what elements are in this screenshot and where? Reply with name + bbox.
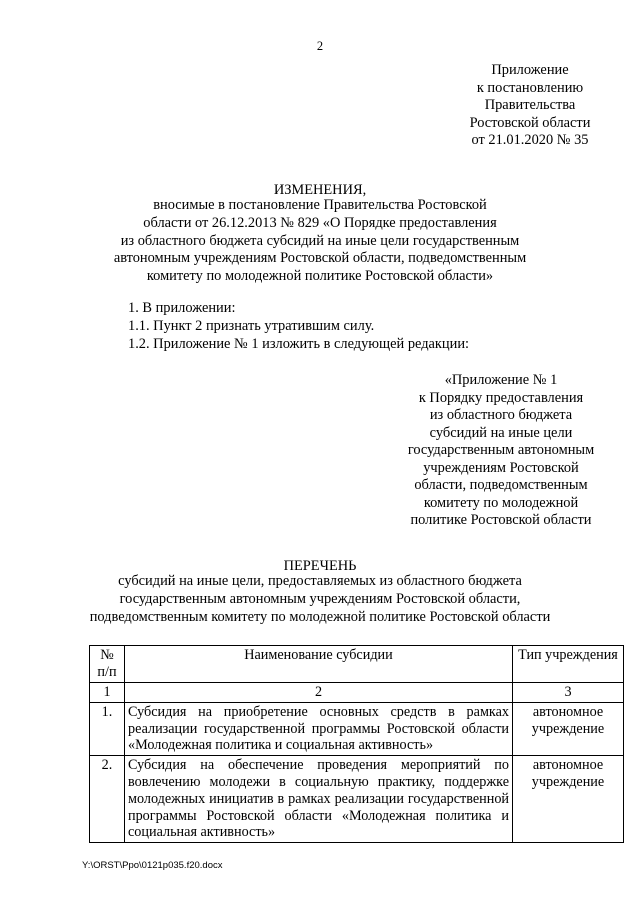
table-row	[90, 756, 624, 843]
annex-line: области, подведомственным	[414, 477, 588, 493]
document-title: ИЗМЕНЕНИЯ,	[273, 182, 367, 198]
list-title: ПЕРЕЧЕНЬ	[283, 558, 357, 574]
amendment-items	[128, 300, 469, 353]
column-number: 2	[125, 683, 513, 703]
row-name: Субсидия на приобретение основных средств в рамках реализации государственной программы Ростовской области «Молодежная политика и социальная активность»	[125, 702, 513, 755]
table-column-numbers-row	[90, 683, 624, 703]
list-subtitle	[60, 573, 580, 626]
amendment-item: 1.2. Приложение № 1 изложить в следующей редакции:	[128, 335, 470, 352]
approval-block	[440, 62, 620, 150]
header-num: № п/п	[90, 646, 125, 683]
annex-line: из областного бюджета	[429, 407, 573, 423]
subtitle-line: комитету по молодежной политике Ростовской области»	[146, 268, 494, 285]
list-subtitle-line: подведомственным комитету по молодежной политике Ростовской области	[89, 608, 551, 625]
annex-line: субсидий на иные цели	[429, 424, 573, 441]
column-number: 1	[90, 683, 125, 703]
column-number: 3	[513, 683, 624, 703]
approval-line: Правительства	[484, 97, 576, 113]
document-subtitle	[60, 197, 580, 286]
annex-block	[398, 372, 604, 530]
list-subtitle-line: государственным автономным учреждениям Ростовской области,	[119, 590, 521, 607]
subtitle-line: области от 26.12.2013 № 829 «О Порядке предоставления	[143, 214, 497, 231]
row-num: 2.	[90, 756, 125, 843]
approval-line: Приложение	[491, 62, 569, 78]
header-type: Тип учреждения	[513, 646, 624, 683]
annex-line: государственным автономным	[407, 442, 595, 458]
approval-line: к постановлению	[476, 79, 584, 96]
row-type: автономное учреждение	[513, 756, 624, 843]
list-subtitle-line: субсидий на иные цели, предоставляемых из областного бюджета	[118, 573, 522, 589]
annex-line: к Порядку предоставления	[418, 389, 584, 406]
annex-line: учреждениям Ростовской	[423, 459, 579, 476]
table-row	[90, 702, 624, 755]
page-number: 2	[316, 39, 324, 53]
table-header-row	[90, 646, 624, 683]
amendment-item: 1. В приложении:	[128, 300, 236, 316]
annex-line: «Приложение № 1	[444, 372, 558, 388]
amendment-item: 1.1. Пункт 2 признать утратившим силу.	[128, 317, 375, 334]
subtitle-line: автономным учреждениям Ростовской области, подведомственным	[113, 250, 527, 267]
annex-line: политике Ростовской области	[410, 512, 592, 528]
row-type: автономное учреждение	[513, 702, 624, 755]
subtitle-line: вносимые в постановление Правительства Ростовской	[153, 197, 487, 213]
row-num: 1.	[90, 702, 125, 755]
approval-line: от 21.01.2020 № 35	[471, 132, 589, 148]
header-name: Наименование субсидии	[125, 646, 513, 683]
subsidies-table	[89, 645, 624, 843]
annex-line: комитету по молодежной	[423, 494, 579, 511]
subtitle-line: из областного бюджета субсидий на иные цели государственным	[120, 232, 520, 249]
row-name: Субсидия на обеспечение проведения мероприятий по вовлечению молодежи в социальную практику, поддержке молодежных инициатив в рамках реализации государственной программы Ростовской области «Молодежная политика и социальная активность»	[125, 756, 513, 843]
footer-file-path: Y:\ORST\Ppo\0121p035.f20.docx	[82, 860, 223, 871]
approval-line: Ростовской области	[469, 114, 591, 131]
